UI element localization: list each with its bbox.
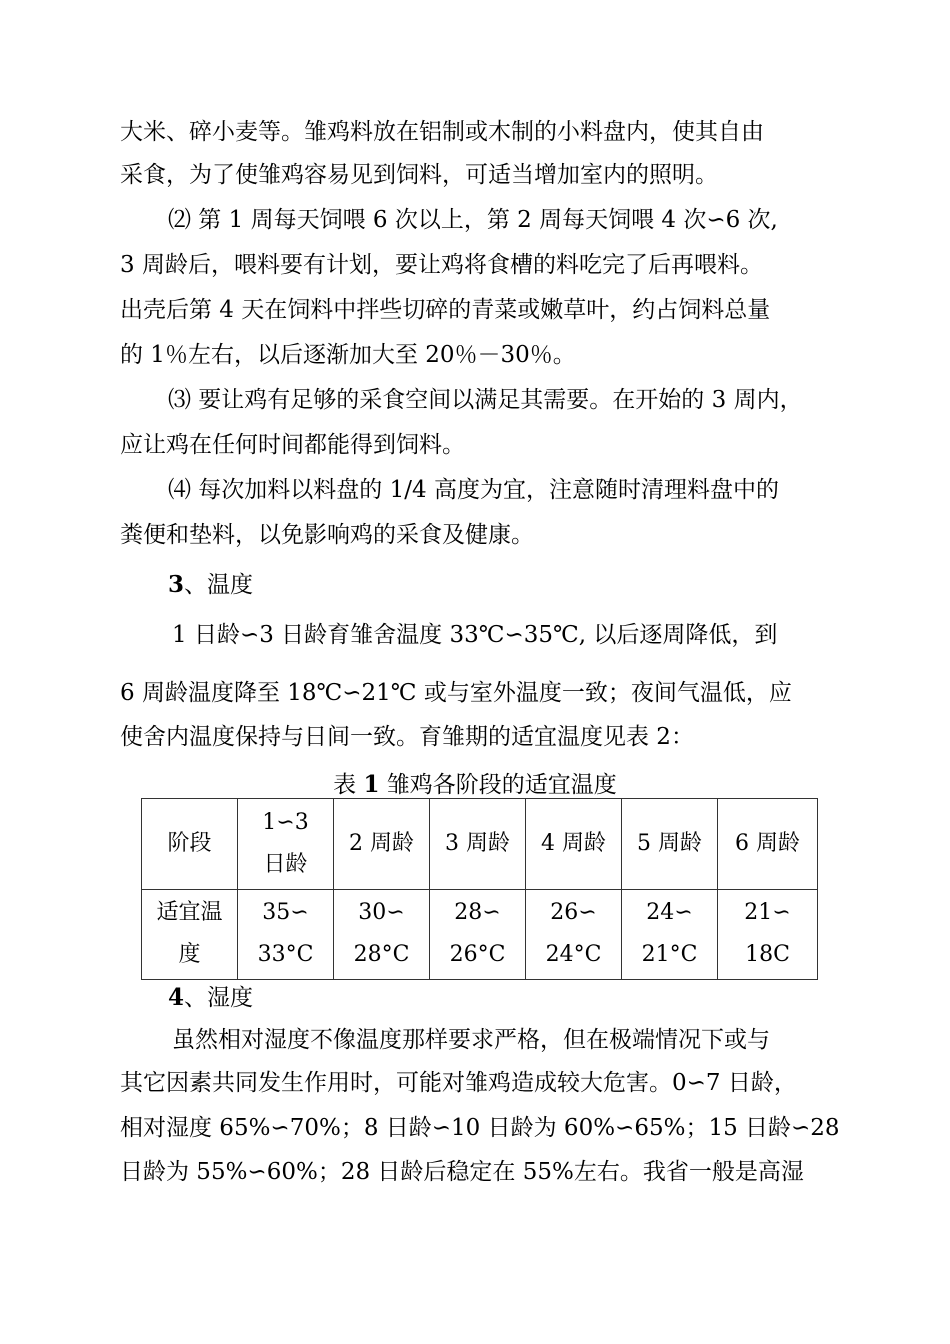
paragraph-line: 出壳后第 4 天在饲料中拌些切碎的青菜或嫩草叶，约占饲料总量 xyxy=(120,297,771,323)
table-header-cell xyxy=(142,799,238,890)
temperature-table xyxy=(141,798,818,980)
paragraph-line: 日龄为 55%∽60%；28 日龄后稳定在 55%左右。我省一般是高湿 xyxy=(120,1159,804,1185)
table-caption xyxy=(0,770,950,800)
paragraph-line: 大米、碎小麦等。雏鸡料放在铝制或木制的小料盘内，使其自由 xyxy=(120,119,764,145)
section-title: 、温度 xyxy=(184,572,254,598)
caption-prefix: 表 xyxy=(333,772,364,798)
paragraph-line: ⑶ 要让鸡有足够的采食空间以满足其需要。在开始的 3 周内， xyxy=(168,387,803,413)
paragraph-line: 3 周龄后，喂料要有计划，要让鸡将食槽的料吃完了后再喂料。 xyxy=(120,252,763,278)
paragraph-line: ⑵ 第 1 周每天饲喂 6 次以上，第 2 周每天饲喂 4 次∽6 次, xyxy=(168,207,778,233)
paragraph-line: 采食，为了使雏鸡容易见到饲料，可适当增加室内的照明。 xyxy=(120,162,718,188)
table-header-cell xyxy=(430,799,526,890)
table-cell xyxy=(526,889,622,980)
paragraph-line: 相对湿度 65%∽70%；8 日龄∽10 日龄为 60%∽65%；15 日龄∽28 xyxy=(120,1115,840,1141)
table-cell xyxy=(334,889,430,980)
cell-text: 4 周龄 xyxy=(541,830,606,856)
section-number: 3 xyxy=(168,571,185,598)
table-cell xyxy=(430,889,526,980)
section-heading-humidity xyxy=(168,983,253,1013)
table-cell xyxy=(238,889,334,980)
cell-text: 35∽ 33°C xyxy=(257,900,314,968)
section-title: 、湿度 xyxy=(184,985,254,1011)
caption-number: 1 xyxy=(363,771,380,798)
cell-text: 6 周龄 xyxy=(735,830,800,856)
paragraph-line: ⑷ 每次加料以料盘的 1/4 高度为宜，注意随时清理料盘中的 xyxy=(168,477,779,503)
section-heading-temperature xyxy=(168,570,253,600)
paragraph-line: 其它因素共同发生作用时，可能对雏鸡造成较大危害。0∽7 日龄， xyxy=(120,1070,797,1096)
section-number: 4 xyxy=(168,984,185,1011)
table-cell xyxy=(718,889,818,980)
cell-text: 2 周龄 xyxy=(349,830,414,856)
paragraph-line: 1 日龄∽3 日龄育雏舍温度 33℃∽35℃, 以后逐周降低，到 xyxy=(172,622,778,648)
table-cell xyxy=(622,889,718,980)
cell-text: 1∽3 日龄 xyxy=(262,809,309,877)
table-header-cell xyxy=(334,799,430,890)
cell-text: 适宜温 度 xyxy=(156,900,223,968)
cell-text: 30∽ 28°C xyxy=(353,900,410,968)
table-row xyxy=(142,889,818,980)
paragraph-line: 粪便和垫料，以免影响鸡的采食及健康。 xyxy=(120,522,534,548)
table-header-cell xyxy=(622,799,718,890)
cell-text: 阶段 xyxy=(167,830,212,856)
table-header-cell xyxy=(238,799,334,890)
paragraph-line: 6 周龄温度降至 18℃∽21℃ 或与室外温度一致；夜间气温低，应 xyxy=(120,680,792,706)
paragraph-line: 的 1％左右，以后逐渐加大至 20％－30％。 xyxy=(120,342,576,368)
cell-text: 28∽ 26°C xyxy=(449,900,506,968)
table-row xyxy=(142,799,818,890)
cell-text: 24∽ 21°C xyxy=(641,900,698,968)
caption-title: 雏鸡各阶段的适宜温度 xyxy=(379,772,617,798)
paragraph-line: 使舍内温度保持与日间一致。育雏期的适宜温度见表 2： xyxy=(120,724,694,750)
cell-text: 5 周龄 xyxy=(637,830,702,856)
table-cell xyxy=(142,889,238,980)
paragraph-line: 虽然相对湿度不像温度那样要求严格，但在极端情况下或与 xyxy=(172,1027,770,1053)
table-header-cell xyxy=(718,799,818,890)
cell-text: 3 周龄 xyxy=(445,830,510,856)
paragraph-line: 应让鸡在任何时间都能得到饲料。 xyxy=(120,432,465,458)
cell-text: 26∽ 24°C xyxy=(545,900,602,968)
table-header-cell xyxy=(526,799,622,890)
cell-text: 21∽ 18C xyxy=(744,900,791,968)
